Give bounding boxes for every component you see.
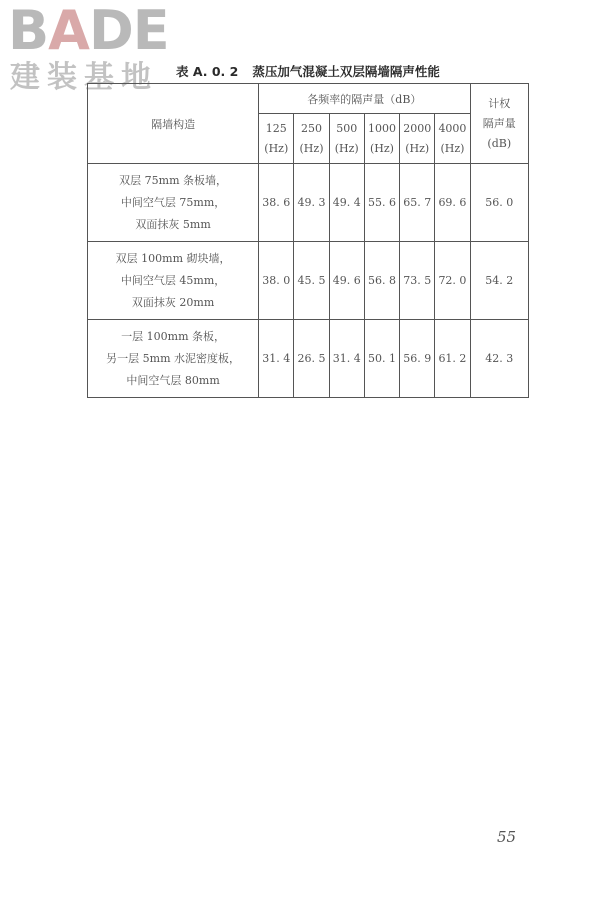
sound-insulation-table bbox=[87, 83, 529, 398]
header-frequency: 125 (Hz) bbox=[259, 114, 294, 164]
row-value: 72. 0 bbox=[435, 242, 470, 320]
row-value: 69. 6 bbox=[435, 164, 470, 242]
row-value: 56. 9 bbox=[400, 320, 435, 398]
header-row-group bbox=[88, 84, 529, 114]
row-value: 49. 6 bbox=[329, 242, 364, 320]
row-value: 45. 5 bbox=[294, 242, 329, 320]
page-number: 55 bbox=[497, 828, 517, 846]
row-value: 73. 5 bbox=[400, 242, 435, 320]
header-construction: 隔墙构造 bbox=[88, 84, 259, 164]
row-value: 65. 7 bbox=[400, 164, 435, 242]
row-value: 56. 8 bbox=[364, 242, 399, 320]
watermark-logo-text: BADE bbox=[8, 0, 169, 62]
row-value: 38. 6 bbox=[259, 164, 294, 242]
row-weighted: 54. 2 bbox=[470, 242, 528, 320]
row-description: 双层 75mm 条板墙， 中间空气层 75mm， 双面抹灰 5mm bbox=[88, 164, 259, 242]
table-number: 表 A. 0. 2 bbox=[176, 64, 239, 79]
header-frequency-group: 各频率的隔声量（dB） bbox=[259, 84, 470, 114]
row-value: 50. 1 bbox=[364, 320, 399, 398]
row-value: 55. 6 bbox=[364, 164, 399, 242]
row-weighted: 56. 0 bbox=[470, 164, 528, 242]
row-weighted: 42. 3 bbox=[470, 320, 528, 398]
header-frequency: 250 (Hz) bbox=[294, 114, 329, 164]
watermark-logo-subtitle: 建装基地 bbox=[10, 60, 158, 95]
row-value: 49. 3 bbox=[294, 164, 329, 242]
row-value: 38. 0 bbox=[259, 242, 294, 320]
table-row bbox=[88, 242, 529, 320]
row-value: 26. 5 bbox=[294, 320, 329, 398]
table-caption bbox=[176, 62, 440, 80]
table-title: 蒸压加气混凝土双层隔墙隔声性能 bbox=[252, 64, 440, 79]
row-value: 61. 2 bbox=[435, 320, 470, 398]
table-row bbox=[88, 320, 529, 398]
header-frequency: 4000 (Hz) bbox=[435, 114, 470, 164]
row-description: 双层 100mm 砌块墙， 中间空气层 45mm， 双面抹灰 20mm bbox=[88, 242, 259, 320]
table-row bbox=[88, 164, 529, 242]
row-value: 31. 4 bbox=[259, 320, 294, 398]
row-value: 49. 4 bbox=[329, 164, 364, 242]
row-value: 31. 4 bbox=[329, 320, 364, 398]
header-frequency: 1000 (Hz) bbox=[364, 114, 399, 164]
header-frequency: 2000 (Hz) bbox=[400, 114, 435, 164]
header-frequency: 500 (Hz) bbox=[329, 114, 364, 164]
row-description: 一层 100mm 条板， 另一层 5mm 水泥密度板， 中间空气层 80mm bbox=[88, 320, 259, 398]
header-weighted: 计权 隔声量 (dB) bbox=[470, 84, 528, 164]
